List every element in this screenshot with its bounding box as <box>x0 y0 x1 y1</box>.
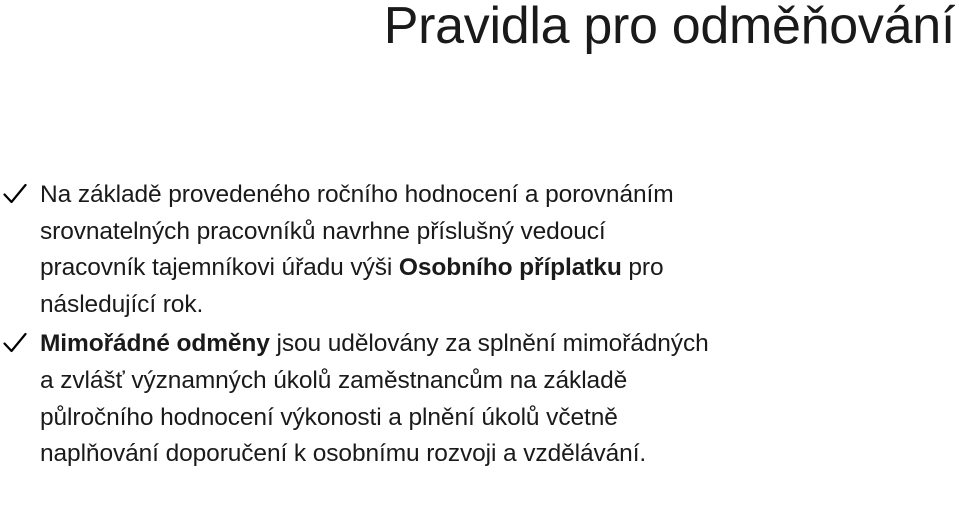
bullet-item-personal-bonus <box>0 177 955 323</box>
text-segment: pracovník tajemníkovi úřadu výši <box>40 254 399 282</box>
bullet-line: Na základě provedeného ročního hodnocení a porovnáním <box>40 181 674 208</box>
bold-term-extraordinary-rewards: Mimořádné odměny <box>40 330 270 358</box>
bullet-line: naplňování doporučení k osobnímu rozvoji a vzdělávání. <box>40 440 647 468</box>
bullet-line: půlročního hodnocení výkonosti a plnění úkolů včetně <box>40 403 618 431</box>
bullet-item-extraordinary-rewards <box>0 326 955 472</box>
bullet-line <box>40 326 955 363</box>
bullet-list <box>0 177 955 476</box>
bullet-line: srovnatelných pracovníků navrhne příslušný vedoucí <box>40 217 606 245</box>
bullet-line: a zvlášť významných úkolů zaměstnancům na základě <box>40 366 628 394</box>
text-segment: jsou udělovány za splnění mimořádných <box>269 330 709 358</box>
bullet-line <box>40 250 955 287</box>
bold-term-personal-bonus: Osobního příplatku <box>398 254 622 282</box>
checkmark-icon <box>3 183 27 205</box>
slide-title: Pravidla pro odměňování <box>383 0 955 55</box>
checkmark-icon <box>3 332 27 354</box>
bullet-line: následující rok. <box>40 290 204 318</box>
text-segment: pro <box>621 254 664 282</box>
